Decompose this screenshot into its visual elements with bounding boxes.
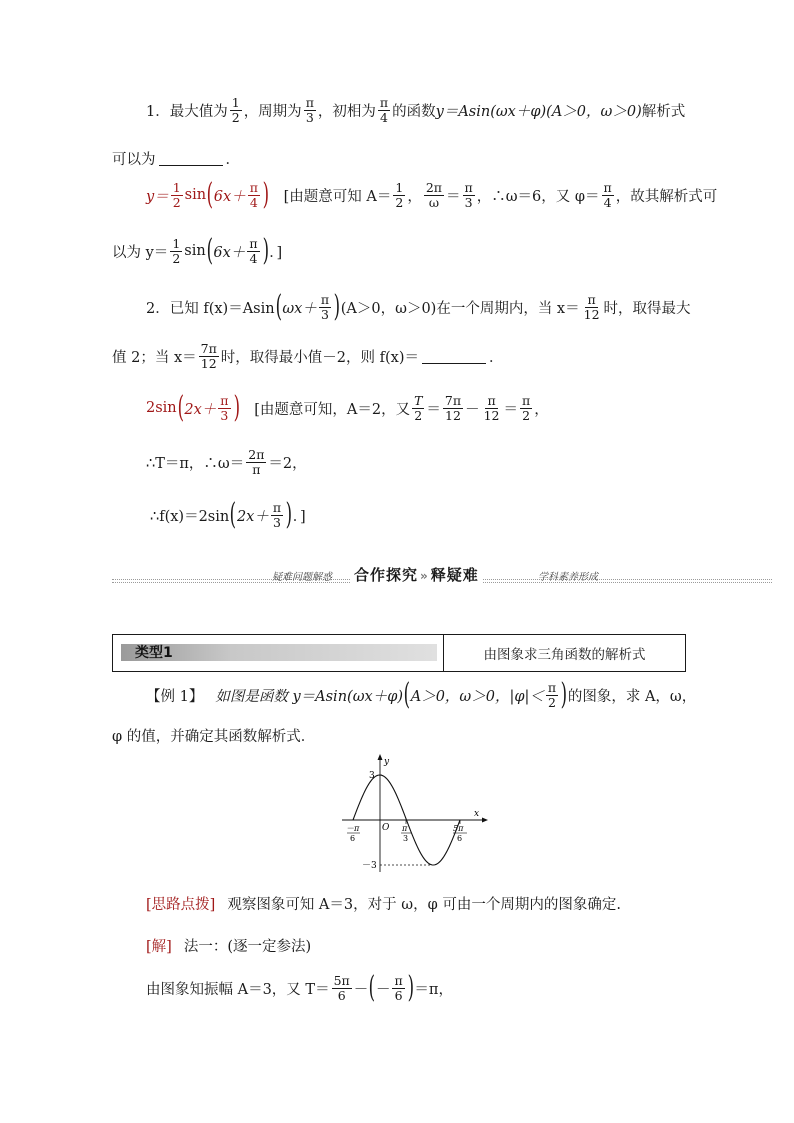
y-axis-label: y [384, 757, 390, 767]
answer-2-formula: 2sin ( 2x＋ $\frac{\pi}{3}$ ) [146, 390, 240, 425]
example-tag: 【例 1】 [146, 688, 204, 705]
function-formula: y＝Asin(ωx＋φ)(A＞0，ω＞0) [435, 104, 642, 120]
fraction: $\frac{\pi}{3}$ [305, 95, 314, 125]
answer-1-formula: y＝ $\frac{1}{2}$ sin ( 6x＋ $\frac{\pi}{4}$ ) [146, 177, 270, 212]
svg-text:6: 6 [350, 834, 356, 843]
solution-line-2: 由图象知振幅 A＝3，又 T＝ $\frac{5\pi}{6}$ － ( － $\frac{\pi}{6}$ ) ＝π， [146, 970, 453, 1005]
origin-label: O [382, 823, 390, 833]
type-label: 类型1 [135, 645, 173, 661]
hint-tag: [思路点拨] [146, 897, 216, 913]
question-2-line-2: 值 2；当 x＝ $\frac{7\pi}{12}$ 时，取得最小值－2，则 f(x)＝ ． [112, 341, 504, 371]
section-left-caption: 疑难问题解惑 [272, 572, 332, 583]
section-title: 合作探究 » 释疑难 [350, 564, 483, 585]
y-max-label: 3 [369, 771, 375, 781]
solution-tag: [解] [146, 939, 172, 955]
svg-text:5π: 5π [453, 824, 464, 833]
double-arrow-icon: » [420, 569, 429, 583]
question-1-line-2: 可以为 ． [112, 152, 240, 168]
x-tick-neg-pi-6 [346, 824, 360, 843]
answer-blank [159, 151, 223, 166]
answer-blank [422, 349, 486, 364]
svg-text:6: 6 [457, 834, 463, 843]
question-1-line-1: 1．最大值为 $\frac{1}{2}$ ，周期为 $\frac{\pi}{3}$ ，初相为 $\frac{\pi}{4}$ 的函数 y＝Asin(ωx＋φ)(A＞0，ω＞0) 解析式 [146, 95, 686, 125]
answer-2-line-1: 2sin ( 2x＋ $\frac{\pi}{3}$ ) [由题意可知，A＝2，又 $\frac{T}{2}$ ＝ $\frac{7\pi}{12}$ － $\frac{\pi}{12}$ ＝ $\frac{\pi}{2}$ ， [146, 390, 549, 425]
solution-line-1: [解] 法一：(逐一定参法) [146, 935, 311, 956]
example-line-1: 【例 1】 如图是函数 y＝Asin(ωx＋φ) ( A＞0，ω＞0，|φ|＜ $\frac{\pi}{2}$ ) 的图象，求 A，ω， [146, 677, 697, 712]
example-line-2: φ 的值，并确定其函数解析式． [112, 729, 316, 745]
answer-1-line-1: y＝ $\frac{1}{2}$ sin ( 6x＋ $\frac{\pi}{4}$ ) [由题意可知 A＝ $\frac{1}{2}$ ， $\frac{2\pi}{\omega}$ ＝ $\frac{\pi}{3}$ ，∴ω＝6，又 φ＝ $\frac{\pi}{4}$ ，故其解析式可 [146, 177, 718, 212]
svg-text:π: π [402, 824, 408, 833]
answer-2-line-2: ∴T＝π，∴ω＝ $\frac{2\pi}{\pi}$ ＝2， [146, 447, 307, 477]
hint-line: [思路点拨] 观察图象可知 A＝3，对于 ω，φ 可由一个周期内的图象确定. [146, 893, 621, 914]
fraction: $\frac{1}{2}$ [231, 95, 240, 125]
type-title: 由图象求三角函数的解析式 [483, 647, 646, 663]
answer-2-line-3: ∴f(x)＝2sin ( 2x＋ $\frac{\pi}{3}$ ) ．] [150, 497, 306, 532]
fraction: $\frac{\pi}{4}$ [379, 95, 389, 125]
svg-text:3: 3 [403, 834, 409, 843]
svg-text:－π: －π [346, 824, 360, 833]
section-divider [112, 565, 772, 585]
type-box [112, 634, 686, 672]
section-right-caption: 学科素养形成 [538, 572, 598, 583]
y-axis-arrow-icon [378, 754, 383, 760]
x-axis-arrow-icon [482, 818, 488, 823]
y-min-label: －3 [362, 861, 377, 871]
sine-graph [340, 752, 490, 877]
x-axis-label: x [474, 809, 480, 819]
question-2-line-1: 2．已知 f(x)＝Asin ( ωx＋ $\frac{\pi}{3}$ ) (A＞0，ω＞0)在一个周期内，当 x＝ $\frac{\pi}{12}$ 时，取得最大 [146, 289, 691, 324]
answer-1-line-2: 以为 y＝ $\frac{1}{2}$ sin ( 6x＋ $\frac{\pi}{4}$ ) ．] [112, 233, 283, 268]
